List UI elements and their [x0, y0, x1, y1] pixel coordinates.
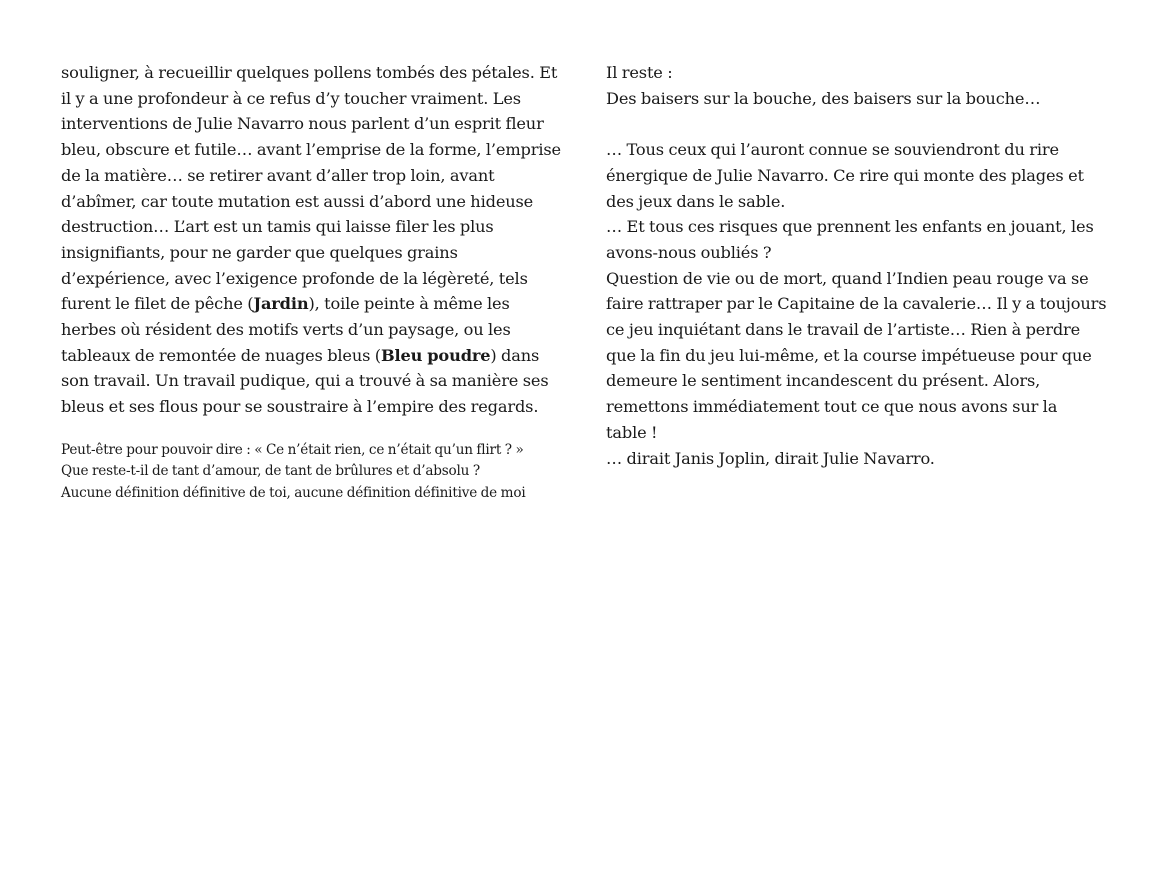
text-fragment: ) dans: [490, 345, 540, 365]
text-line-jardin: [61, 291, 561, 317]
quote-line: Peut-être pour pouvoir dire : « Ce n’était rien, ce n’était qu’un flirt ? »: [61, 441, 524, 458]
text-line: avons-nous oubliés ?: [606, 242, 772, 262]
text-line: faire rattraper par le Capitaine de la cavalerie… Il y a toujours: [606, 294, 1107, 314]
text-line: bleus et ses flous pour se soustraire à l’empire des regards.: [61, 397, 539, 417]
artwork-title-jardin: Jardin: [253, 294, 309, 314]
right-paragraph: [606, 60, 1106, 471]
main-paragraph: [61, 60, 561, 420]
text-line: Des baisers sur la bouche, des baisers sur la bouche…: [606, 88, 1041, 108]
text-line: souligner, à recueillir quelques pollens tombés des pétales. Et: [61, 63, 558, 82]
quote-line: Aucune définition définitive de toi, aucune définition définitive de moi: [61, 484, 526, 501]
text-line: son travail. Un travail pudique, qui a trouvé à sa manière ses: [61, 371, 549, 391]
artwork-title-bleu-poudre: Bleu poudre: [380, 345, 491, 365]
right-column: [606, 60, 1106, 471]
text-fragment: ), toile peinte à même les: [308, 294, 510, 314]
text-line: des jeux dans le sable.: [606, 191, 786, 211]
text-line: de la matière… se retirer avant d’aller trop loin, avant: [61, 165, 495, 185]
text-line: il y a une profondeur à ce refus d’y toucher vraiment. Les: [61, 88, 521, 108]
text-line-bleu-poudre: [61, 343, 561, 369]
text-line: remettons immédiatement tout ce que nous avons sur la: [606, 397, 1058, 417]
left-column: [61, 60, 561, 504]
text-fragment: tableaux de remontée de nuages bleus (: [61, 345, 381, 365]
text-line: Il reste :: [606, 63, 673, 82]
text-line: Question de vie ou de mort, quand l’Indien peau rouge va se: [606, 268, 1089, 288]
text-line: table !: [606, 422, 658, 442]
text-line: ce jeu inquiétant dans le travail de l’artiste… Rien à perdre: [606, 320, 1081, 340]
text-line: bleu, obscure et futile… avant l’emprise de la forme, l’emprise: [61, 140, 561, 160]
text-line: interventions de Julie Navarro nous parlent d’un esprit fleur: [61, 114, 544, 134]
blank-line: [606, 111, 1106, 137]
text-line: d’expérience, avec l’exigence profonde de la légèreté, tels: [61, 268, 528, 288]
text-line: … Tous ceux qui l’auront connue se souviendront du rire: [606, 140, 1059, 160]
text-line: … dirait Janis Joplin, dirait Julie Navarro.: [606, 448, 935, 468]
text-line: que la fin du jeu lui-même, et la course impétueuse pour que: [606, 345, 1092, 365]
text-line: insignifiants, pour ne garder que quelques grains: [61, 242, 458, 262]
quote-line: Que reste-t-il de tant d’amour, de tant de brûlures et d’absolu ?: [61, 463, 480, 480]
text-fragment: furent le filet de pêche (: [61, 294, 254, 314]
text-line: destruction… L’art est un tamis qui laisse filer les plus: [61, 217, 494, 237]
text-line: … Et tous ces risques que prennent les enfants en jouant, les: [606, 217, 1094, 237]
quote-paragraph: [61, 440, 561, 505]
text-line: d’abîmer, car toute mutation est aussi d’abord une hideuse: [61, 191, 534, 211]
text-line: herbes où résident des motifs verts d’un paysage, ou les: [61, 320, 511, 340]
text-line: demeure le sentiment incandescent du présent. Alors,: [606, 371, 1041, 391]
text-line: énergique de Julie Navarro. Ce rire qui monte des plages et: [606, 165, 1084, 185]
